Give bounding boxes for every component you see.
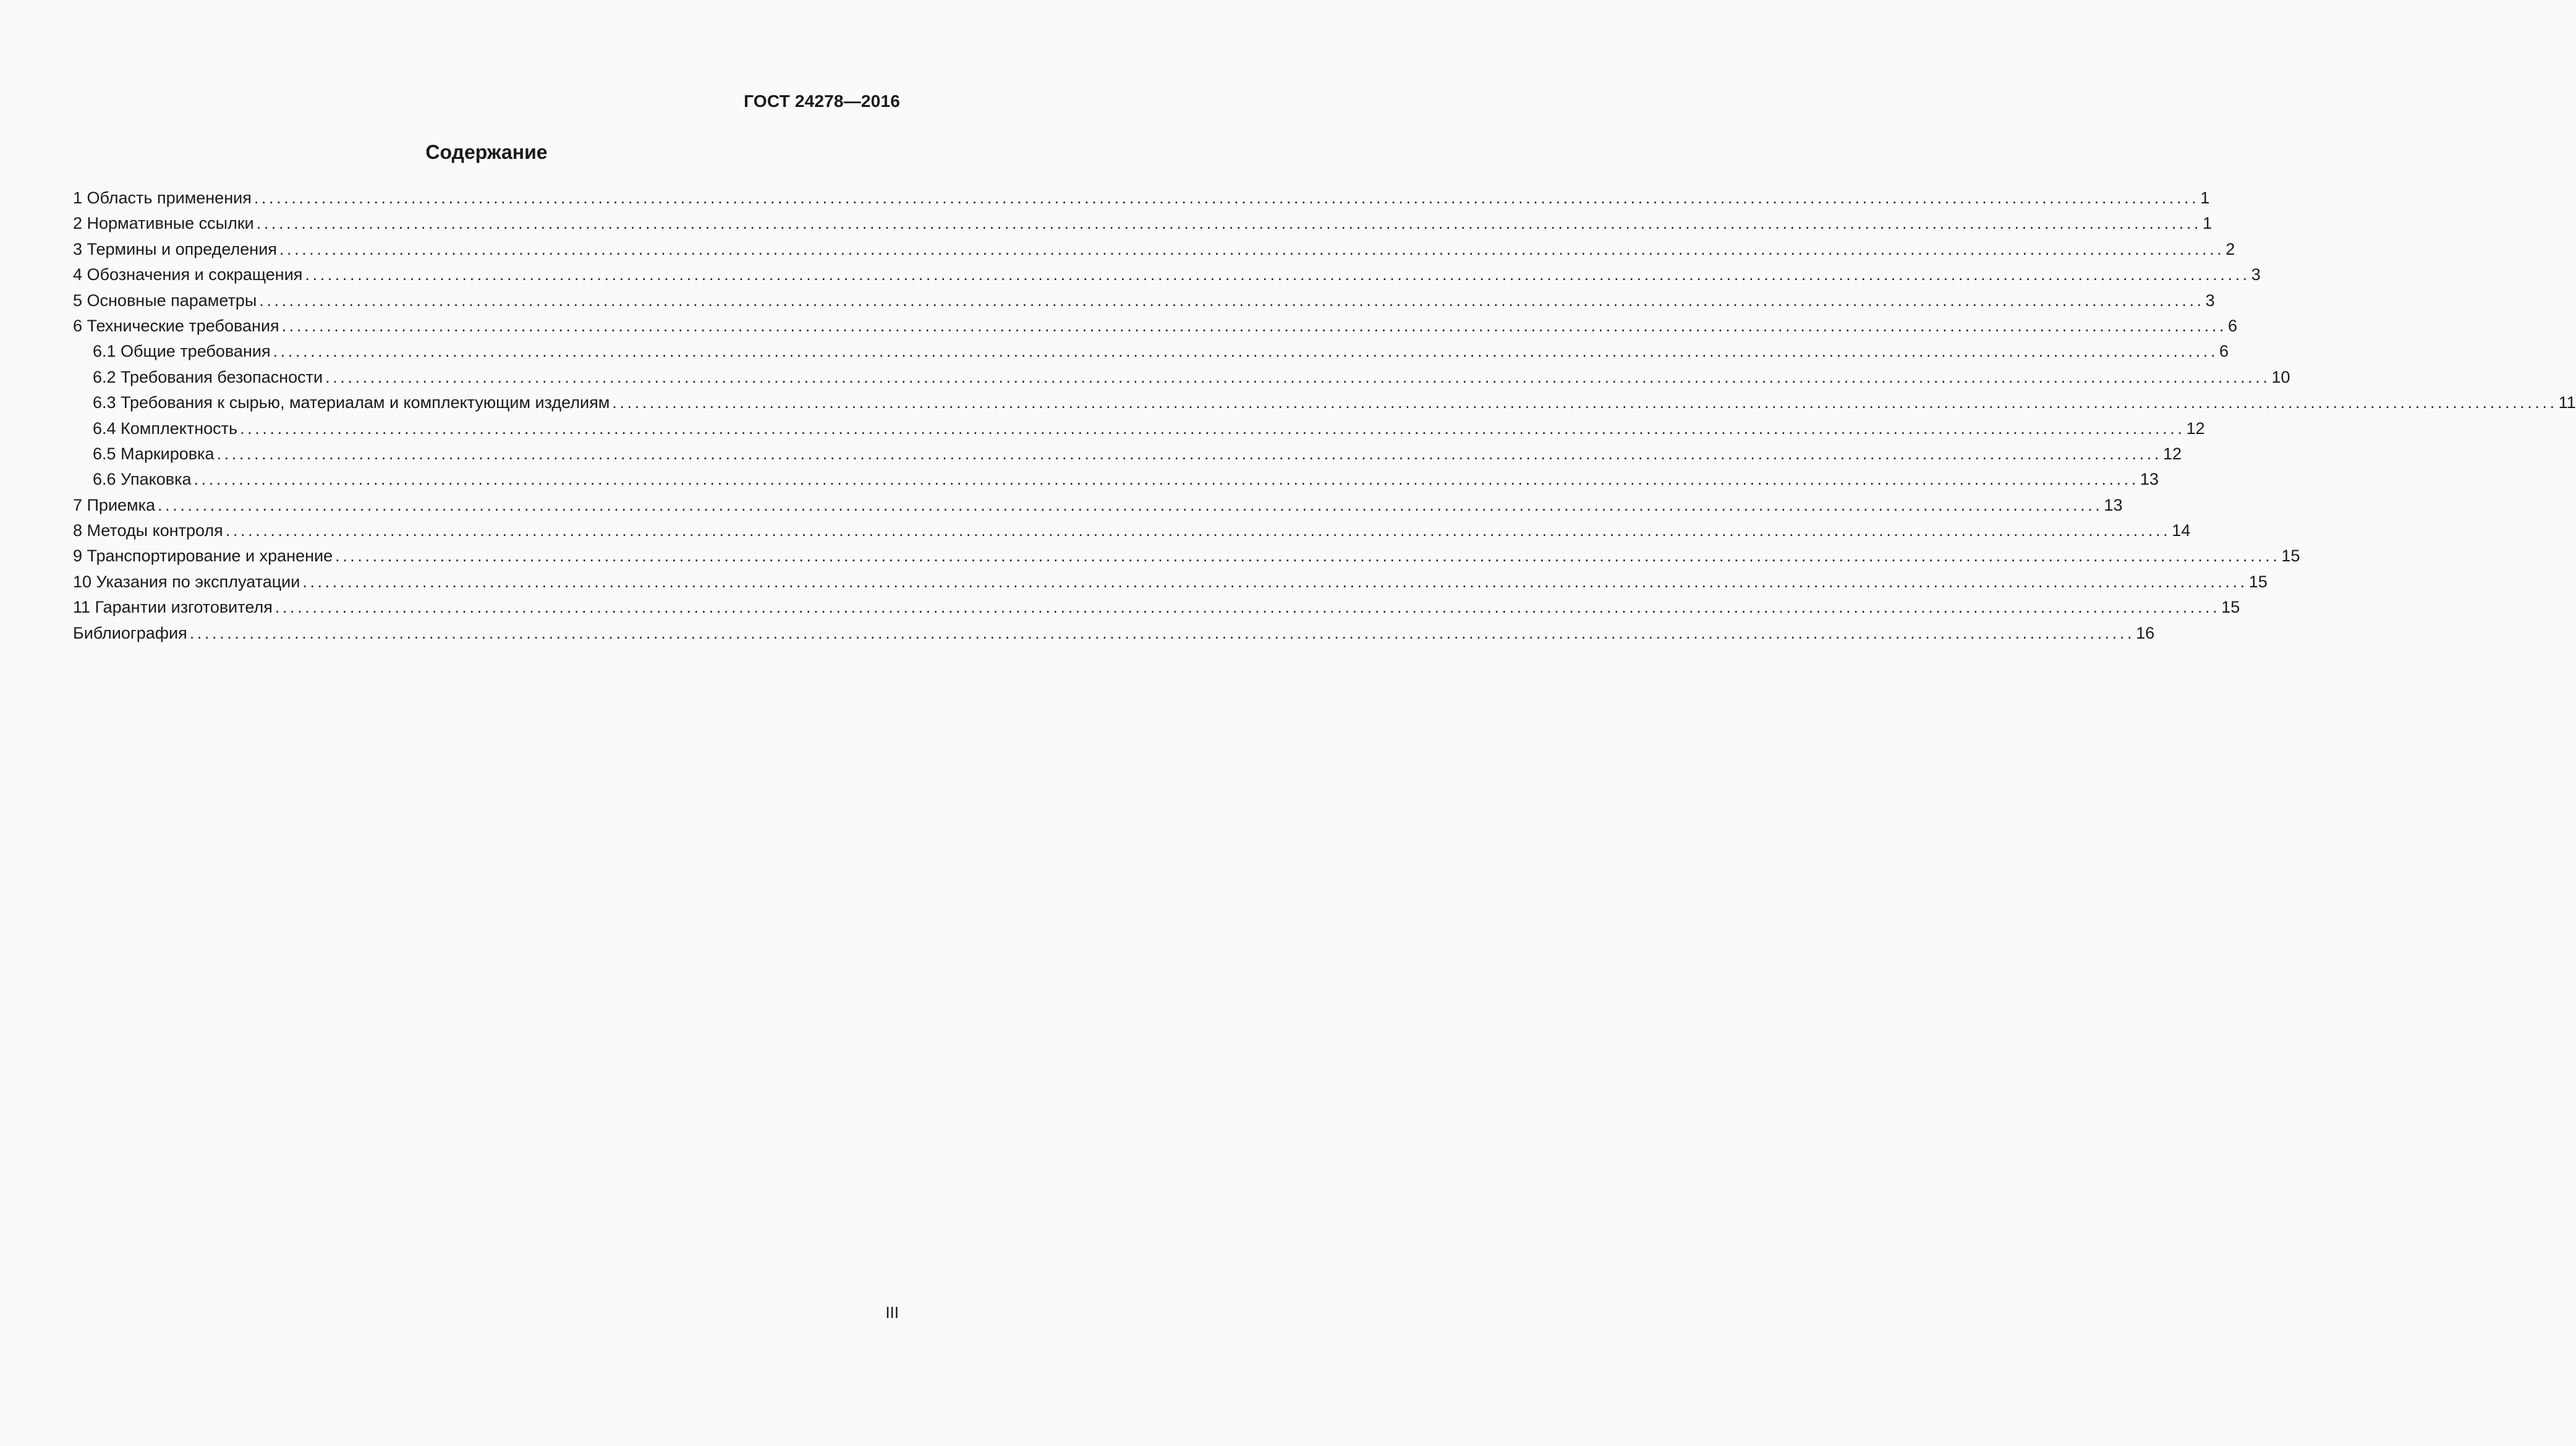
toc-entry[interactable]: [73, 569, 2268, 595]
toc-entry-label: 6.4 Комплектность: [93, 419, 238, 438]
toc-entry-page: 12: [2186, 419, 2205, 438]
toc-entry-page: 14: [2172, 521, 2191, 540]
toc-entry-label: 8 Методы контроля: [73, 521, 223, 540]
toc-dot-leader: ....................................................................................................................................................................................................................................................................: [281, 316, 2227, 335]
toc-entry[interactable]: [73, 313, 2238, 339]
toc-entry-label: 10 Указания по эксплуатации: [73, 572, 300, 591]
toc-entry[interactable]: [73, 339, 2229, 364]
toc-dot-leader: ....................................................................................................................................................................................................................................................................: [259, 291, 2204, 310]
document-code: ГОСТ 24278—2016: [744, 91, 900, 111]
toc-entry-page: 11: [2558, 393, 2576, 412]
page-number: III: [885, 1303, 899, 1322]
toc-entry-page: 3: [2205, 291, 2215, 310]
toc-dot-leader: ....................................................................................................................................................................................................................................................................: [225, 521, 2171, 540]
toc-entry-page: 13: [2104, 495, 2123, 514]
toc-entry-label: 7 Приемка: [73, 495, 156, 514]
toc-entry-label: 11 Гарантии изготовителя: [73, 598, 273, 617]
toc-entry-label: 6 Технические требования: [73, 316, 279, 335]
toc-entry-page: 16: [2136, 623, 2155, 642]
toc-dot-leader: ....................................................................................................................................................................................................................................................................: [253, 189, 2200, 207]
toc-entry-page: 15: [2221, 598, 2240, 617]
toc-dot-leader: ....................................................................................................................................................................................................................................................................: [193, 470, 2139, 489]
toc-entry[interactable]: [73, 288, 2215, 313]
toc-dot-leader: ....................................................................................................................................................................................................................................................................: [256, 214, 2202, 233]
toc-dot-leader: ....................................................................................................................................................................................................................................................................: [273, 342, 2218, 361]
toc-dot-leader: ....................................................................................................................................................................................................................................................................: [274, 598, 2221, 617]
toc-dot-leader: ....................................................................................................................................................................................................................................................................: [240, 419, 2185, 438]
toc-entry-page: 10: [2271, 367, 2290, 386]
toc-entry-label: 6.5 Маркировка: [93, 444, 215, 463]
toc-entry[interactable]: [73, 493, 2123, 518]
toc-entry-label: 4 Обозначения и сокращения: [73, 265, 303, 284]
toc-dot-leader: ....................................................................................................................................................................................................................................................................: [305, 265, 2250, 284]
toc-entry[interactable]: [73, 185, 2210, 211]
toc-title: Содержание: [425, 141, 548, 163]
toc-entry-label: 3 Термины и определения: [73, 239, 277, 258]
toc-dot-leader: ....................................................................................................................................................................................................................................................................: [279, 239, 2225, 258]
toc-entry-label: 6.1 Общие требования: [93, 342, 271, 361]
toc-entry[interactable]: [73, 467, 2159, 492]
toc-entry-page: 3: [2251, 265, 2261, 284]
toc-dot-leader: ....................................................................................................................................................................................................................................................................: [335, 547, 2281, 566]
toc-entry[interactable]: [73, 595, 2240, 620]
toc-entry-label: 6.6 Упаковка: [93, 470, 192, 489]
toc-dot-leader: ....................................................................................................................................................................................................................................................................: [325, 367, 2271, 386]
toc-entry-page: 2: [2225, 239, 2235, 258]
toc-entry-page: 6: [2228, 316, 2238, 335]
toc-entry-page: 13: [2140, 470, 2159, 489]
toc-entry-page: 15: [2281, 547, 2300, 566]
toc-entry-label: 1 Область применения: [73, 189, 252, 207]
toc-entry-label: 5 Основные параметры: [73, 291, 257, 310]
toc-entry-label: 6.2 Требования безопасности: [93, 367, 323, 386]
toc-dot-leader: ....................................................................................................................................................................................................................................................................: [612, 393, 2557, 412]
toc-entry-page: 1: [2200, 189, 2210, 207]
toc-entry-page: 12: [2162, 444, 2182, 463]
toc-entry-label: 2 Нормативные ссылки: [73, 214, 254, 233]
toc-entry[interactable]: [73, 365, 2290, 390]
toc-entry[interactable]: [73, 543, 2300, 569]
toc-entry[interactable]: [73, 416, 2205, 441]
toc-dot-leader: ....................................................................................................................................................................................................................................................................: [302, 572, 2248, 591]
toc-dot-leader: ....................................................................................................................................................................................................................................................................: [189, 623, 2135, 642]
toc-entry[interactable]: [73, 262, 2261, 287]
toc-entry-label: Библиография: [73, 623, 187, 642]
toc-entry[interactable]: [73, 211, 2213, 236]
toc-entry[interactable]: [73, 390, 2576, 415]
toc-entry-label: 9 Транспортирование и хранение: [73, 547, 333, 566]
toc-dot-leader: ....................................................................................................................................................................................................................................................................: [216, 444, 2162, 463]
toc-entry-page: 6: [2219, 342, 2229, 361]
toc-entry-page: 1: [2203, 214, 2213, 233]
toc-entry[interactable]: [73, 621, 2155, 646]
toc-entry-page: 15: [2248, 572, 2268, 591]
toc-entry[interactable]: [73, 237, 2235, 262]
toc-dot-leader: ....................................................................................................................................................................................................................................................................: [158, 495, 2103, 514]
toc-entry[interactable]: [73, 441, 2182, 467]
table-of-contents: [73, 185, 2576, 646]
toc-entry[interactable]: [73, 518, 2191, 543]
toc-entry-label: 6.3 Требования к сырью, материалам и комплектующим изделиям: [93, 393, 610, 412]
